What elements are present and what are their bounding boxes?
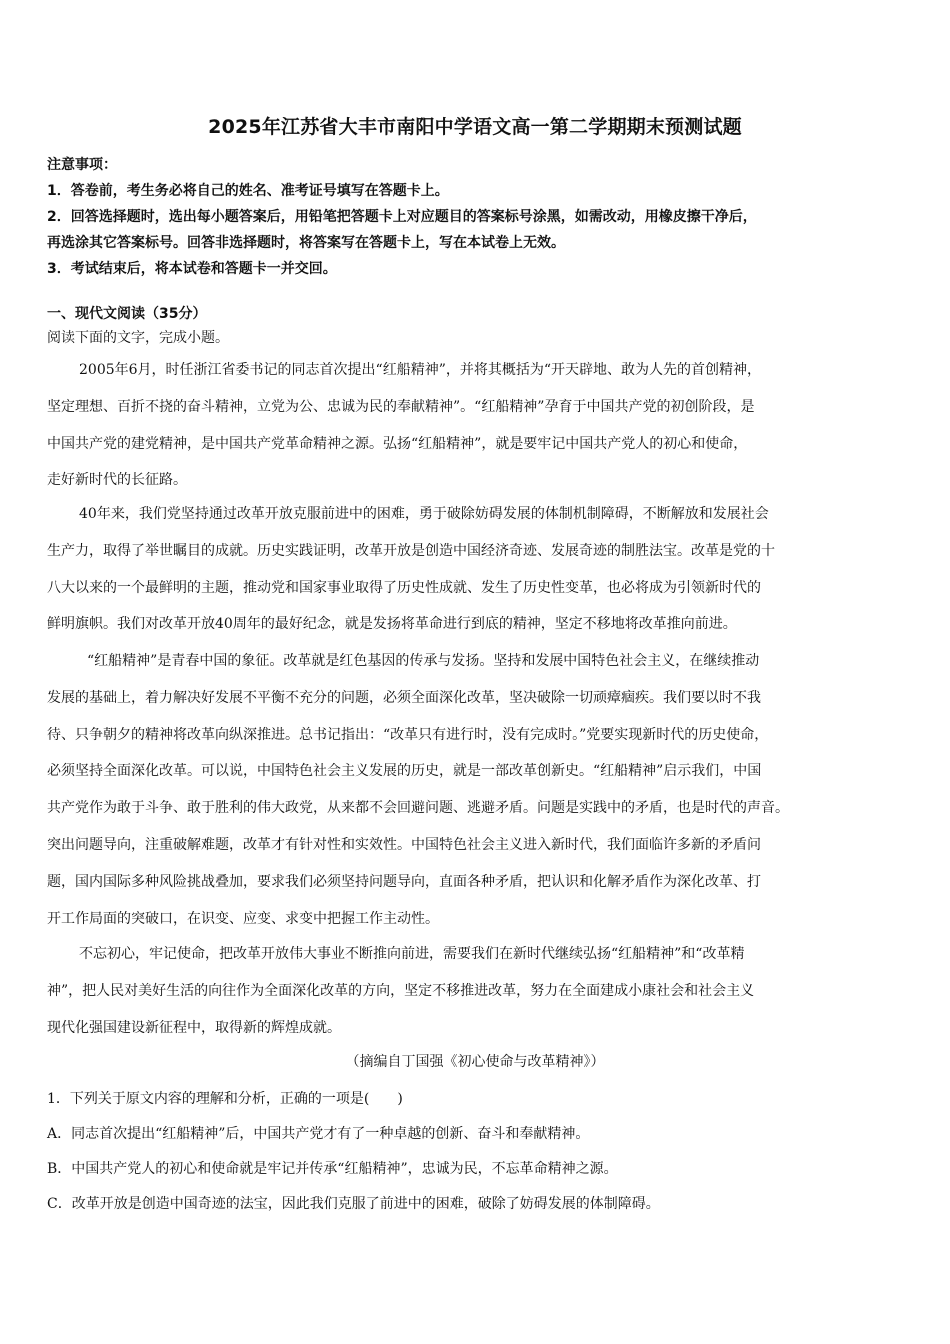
exam-title: 2025年江苏省大丰市南阳中学语文高一第二学期期末预测试题 [208, 116, 742, 138]
question-stem: 1．下列关于原文内容的理解和分析，正确的一项是( ) [47, 1091, 403, 1107]
option-a: A．同志首次提出“红船精神”后，中国共产党才有了一种卓越的创新、奋斗和奉献精神。 [47, 1126, 590, 1142]
passage-line: 八大以来的一个最鲜明的主题，推动党和国家事业取得了历史性成就、发生了历史性变革，也必将成为引领新时代的 [47, 579, 761, 596]
passage-line: 题，国内国际多种风险挑战叠加，要求我们必须坚持问题导向，直面各种矛盾，把认识和化解矛盾作为深化改革、打 [47, 873, 761, 890]
passage-line: 待、只争朝夕的精神将改革向纵深推进。总书记指出：“改革只有进行时，没有完成时。”党要实现新时代的历史使命， [47, 726, 769, 743]
passage-paragraph-2 [47, 496, 909, 643]
passage-source: （摘编自丁国强《初心使命与改革精神》） [345, 1054, 605, 1070]
passage-line: 2005年6月，时任浙江省委书记的同志首次提出“红船精神”，并将其概括为“开天辟地、敢为人先的首创精神， [79, 362, 762, 378]
section-instruction: 阅读下面的文字，完成小题。 [47, 330, 229, 346]
passage-line: 中国共产党的建党精神，是中国共产党革命精神之源。弘扬“红船精神”，就是要牢记中国共产党人的初心和使命， [47, 435, 748, 452]
notice-item: 1．答卷前，考生务必将自己的姓名、准考证号填写在答题卡上。 [47, 183, 449, 199]
passage-line: 坚定理想、百折不挠的奋斗精神，立党为公、忠诚为民的奉献精神”。“红船精神”孕育于中国共产党的初创阶段，是 [47, 398, 755, 415]
notice-heading: 注意事项： [47, 157, 117, 173]
passage-line: 发展的基础上，着力解决好发展不平衡不充分的问题，必须全面深化改革，坚决破除一切顽瘴痼疾。我们要以时不我 [47, 689, 761, 706]
passage-line: 神”，把人民对美好生活的向往作为全面深化改革的方向，坚定不移推进改革，努力在全面建成小康社会和社会主义 [47, 982, 755, 999]
passage-line: 40年来，我们党坚持通过改革开放克服前进中的困难，勇于破除妨碍发展的体制机制障碍，不断解放和发展社会 [79, 506, 769, 522]
passage-line: 鲜明旗帜。我们对改革开放40周年的最好纪念，就是发扬将革命进行到底的精神，坚定不移地将改革推向前进。 [47, 616, 737, 633]
option-c: C．改革开放是创造中国奇迹的法宝，因此我们克服了前进中的困难，破除了妨碍发展的体制障碍。 [47, 1196, 660, 1212]
passage-line: 共产党作为敢于斗争、敢于胜利的伟大政党，从来都不会回避问题、逃避矛盾。问题是实践中的矛盾，也是时代的声音。 [47, 800, 789, 817]
passage-line: 走好新时代的长征路。 [47, 472, 187, 489]
passage-line: 开工作局面的突破口，在识变、应变、求变中把握工作主动性。 [47, 910, 439, 927]
passage-line: “红船精神”是青春中国的象征。改革就是红色基因的传承与发扬。坚持和发展中国特色社会主义，在继续推动 [87, 653, 760, 669]
passage-paragraph-3 [47, 643, 909, 937]
notice-item: 再选涂其它答案标号。回答非选择题时，将答案写在答题卡上，写在本试卷上无效。 [47, 235, 565, 251]
passage-line: 不忘初心，牢记使命，把改革开放伟大事业不断推向前进，需要我们在新时代继续弘扬“红船精神”和“改革精 [79, 946, 745, 962]
section-heading: 一、现代文阅读（35分） [47, 306, 207, 322]
notice-item: 3．考试结束后，将本试卷和答题卡一并交回。 [47, 261, 337, 277]
notice-item: 2．回答选择题时，选出每小题答案后，用铅笔把答题卡上对应题目的答案标号涂黑，如需改动，用橡皮擦干净后， [47, 209, 757, 225]
passage-paragraph-1 [47, 352, 909, 499]
passage-line: 现代化强国建设新征程中，取得新的辉煌成就。 [47, 1019, 341, 1036]
passage-line: 必须坚持全面深化改革。可以说，中国特色社会主义发展的历史，就是一部改革创新史。“红船精神”启示我们，中国 [47, 763, 762, 780]
option-b: B．中国共产党人的初心和使命就是牢记并传承“红船精神”，忠诚为民，不忘革命精神之源。 [47, 1161, 618, 1177]
notice-block [47, 152, 917, 282]
passage-line: 突出问题导向，注重破解难题，改革才有针对性和实效性。中国特色社会主义进入新时代，我们面临许多新的矛盾问 [47, 836, 761, 853]
question-1 [47, 1082, 917, 1222]
passage-paragraph-4 [47, 936, 909, 1046]
passage-line: 生产力，取得了举世瞩目的成就。历史实践证明，改革开放是创造中国经济奇迹、发展奇迹的制胜法宝。改革是党的十 [47, 542, 775, 559]
